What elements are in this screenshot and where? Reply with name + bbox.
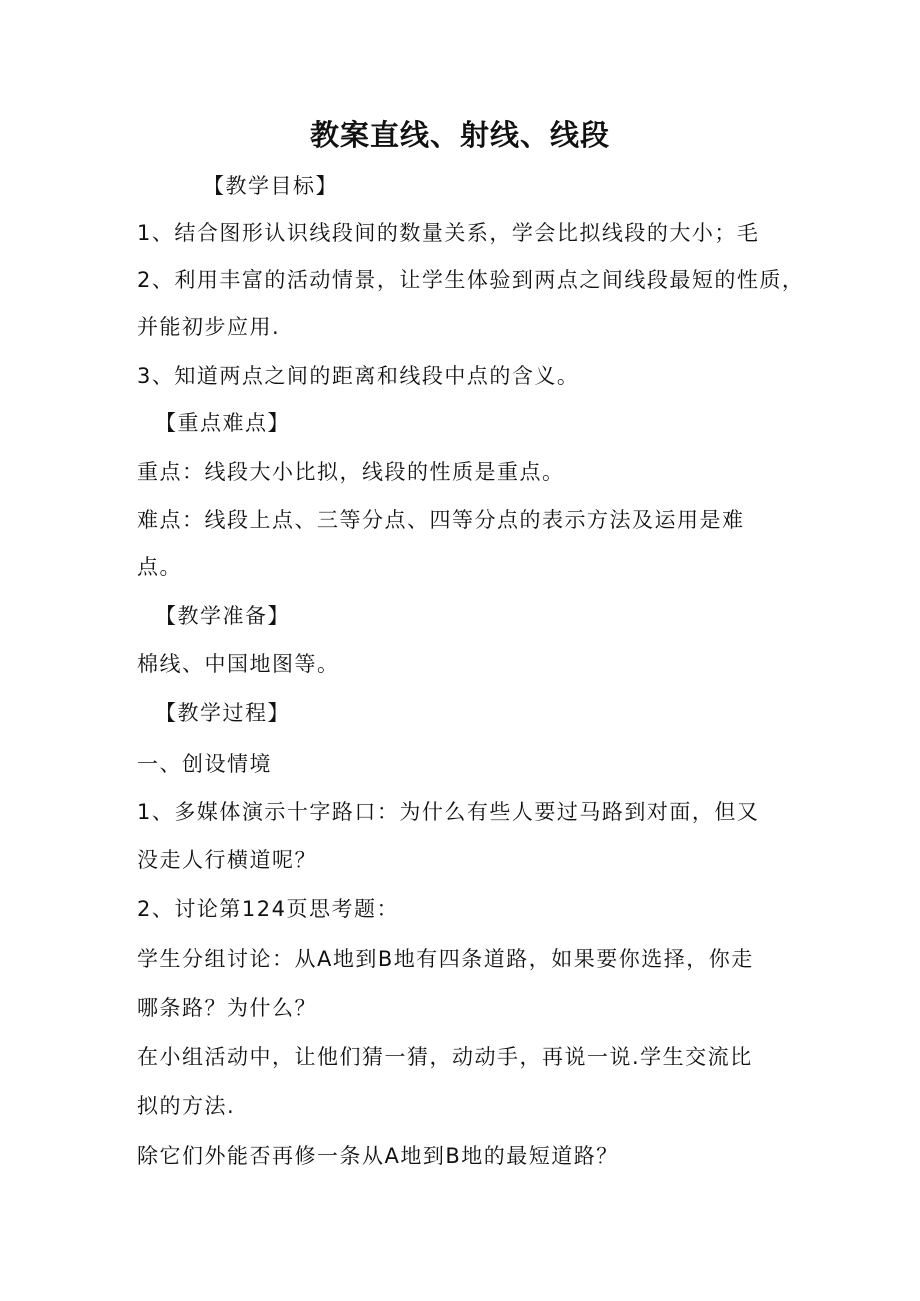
paragraph-line: 拟的方法. (137, 1094, 236, 1118)
paragraph-line: 1、结合图形认识线段间的数量关系，学会比拟线段的大小；毛 (137, 221, 760, 245)
paragraph-line: 2、讨论第124页思考题： (137, 897, 399, 921)
paragraph-line: 哪条路？为什么？ (137, 996, 317, 1020)
section-heading-key-points: 【重点难点】 (155, 411, 290, 435)
paragraph-line: 2、利用丰富的活动情景，让学生体验到两点之间线段最短的性质， (137, 268, 805, 292)
paragraph-line: 并能初步应用. (137, 315, 281, 339)
paragraph-line: 学生分组讨论：从A地到B地有四条道路，如果要你选择，你走 (137, 947, 754, 971)
paragraph-line: 点。 (137, 555, 182, 579)
section-heading-process: 【教学过程】 (155, 701, 290, 725)
paragraph-line: 棉线、中国地图等。 (137, 652, 340, 676)
paragraph-line: 3、知道两点之间的距离和线段中点的含义。 (137, 364, 580, 388)
paragraph-line: 一、创设情境 (137, 752, 272, 776)
paragraph-line: 在小组活动中，让他们猜一猜，动动手，再说一说.学生交流比 (137, 1045, 753, 1069)
paragraph-line: 1、多媒体演示十字路口：为什么有些人要过马路到对面，但又 (137, 800, 760, 824)
section-heading-preparation: 【教学准备】 (155, 604, 290, 628)
paragraph-line: 重点：线段大小比拟，线段的性质是重点。 (137, 460, 565, 484)
paragraph-line: 没走人行横道呢？ (137, 848, 317, 872)
section-heading-teaching-goals: 【教学目标】 (203, 174, 338, 198)
paragraph-line: 难点：线段上点、三等分点、四等分点的表示方法及运用是难 (137, 508, 745, 532)
paragraph-line: 除它们外能否再修一条从A地到B地的最短道路？ (137, 1144, 619, 1168)
document-title: 教案直线、射线、线段 (309, 118, 610, 152)
